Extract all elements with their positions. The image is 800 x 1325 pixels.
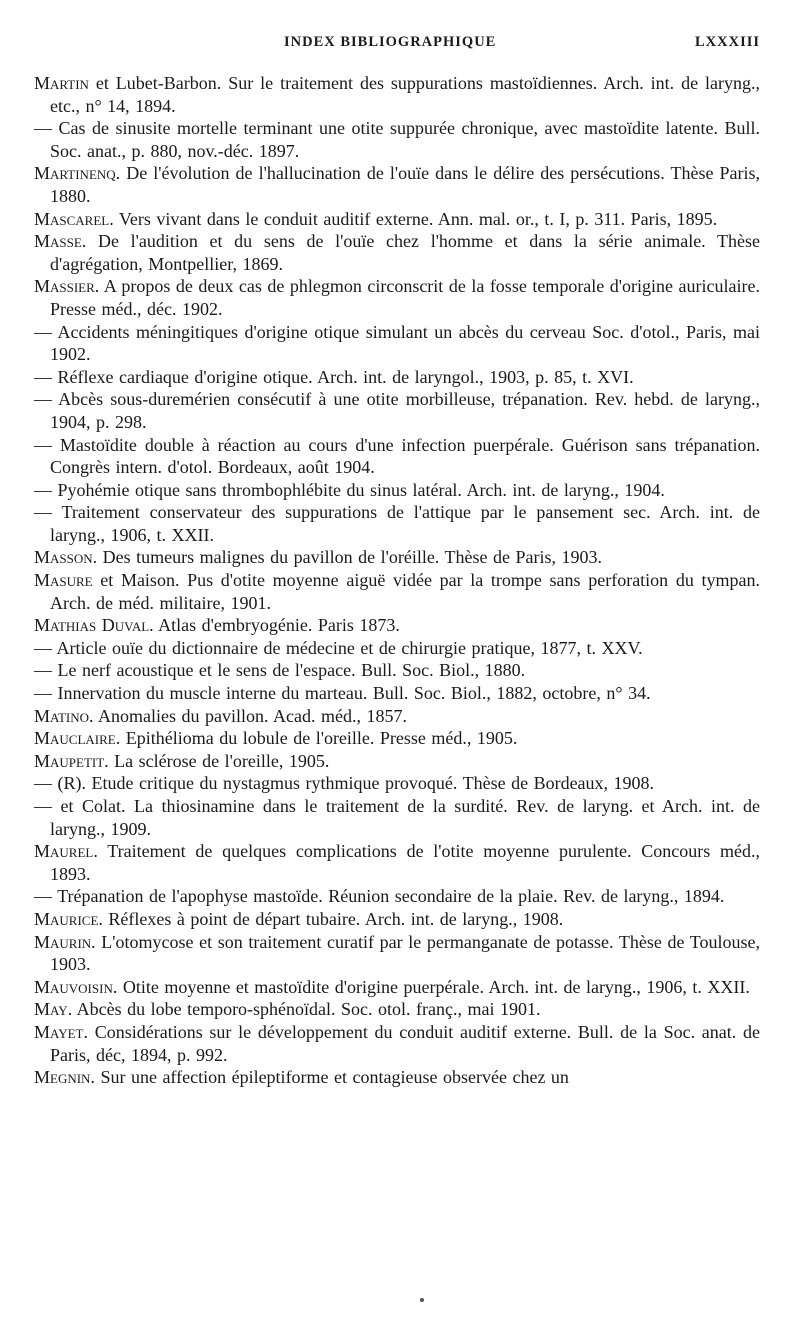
bibliography-entry [34, 885, 760, 908]
bibliography-entry [34, 682, 760, 705]
entry-text: . De l'audition et du sens de l'ouïe chez l'homme et dans la série animale. Thèse d'agrégation, Montpellier, 1869. [50, 231, 760, 274]
entry-text: . Traitement de quelques complications de l'otite moyenne purulente. Concours méd., 1893. [50, 841, 760, 884]
bibliography-entry [34, 208, 760, 231]
entry-dash: — [34, 118, 59, 139]
bibliography-entry [34, 727, 760, 750]
entry-text: . Vers vivant dans le conduit auditif externe. Ann. mal. or., t. I, p. 311. Paris, 1895. [109, 208, 718, 229]
bibliography-entry [34, 321, 760, 366]
entry-text: Innervation du muscle interne du marteau. Bull. Soc. Biol., 1882, octobre, n° 34. [57, 683, 651, 704]
entry-author: Masson [34, 547, 93, 568]
entry-text: . Réflexes à point de départ tubaire. Arch. int. de laryng., 1908. [98, 908, 564, 929]
entry-dash: — [34, 683, 58, 704]
entry-author: Maurice [34, 908, 99, 929]
entry-dash: — [34, 366, 58, 387]
bibliography-entry [34, 1066, 760, 1089]
running-head [284, 34, 760, 56]
bibliography-entry [34, 117, 760, 162]
running-title: INDEX BIBLIOGRAPHIQUE [284, 34, 497, 50]
entry-text: Abcès sous-duremérien consécutif à une otite morbilleuse, trépanation. Rev. hebd. de laryng., 1904, p. 298. [50, 389, 760, 432]
entry-author: Masse [34, 231, 82, 252]
bibliography-entry [34, 546, 760, 569]
entry-text: Traitement conservateur des suppurations de l'attique par le pansement sec. Arch. int. de laryng., 1906, t. XXII. [50, 502, 760, 545]
entry-author: Mauclaire [34, 728, 116, 749]
entry-text: Article ouïe du dictionnaire de médecine et de chirurgie pratique, 1877, t. XXV. [56, 637, 643, 658]
bibliography-entry [34, 931, 760, 976]
entry-text: . Otite moyenne et mastoïdite d'origine puerpérale. Arch. int. de laryng., 1906, t. XXII. [112, 976, 750, 997]
entry-text: . Anomalies du pavillon. Acad. méd., 1857. [89, 705, 407, 726]
entry-text: Pyohémie otique sans thrombophlébite du sinus latéral. Arch. int. de laryng., 1904. [57, 479, 665, 500]
entry-text: . Des tumeurs malignes du pavillon de l'oréille. Thèse de Paris, 1903. [92, 547, 602, 568]
entry-author: Masure [34, 570, 93, 591]
bibliography-entry [34, 388, 760, 433]
entry-author: Mayet [34, 1021, 84, 1042]
entry-text: . Atlas d'embryogénie. Paris 1873. [149, 615, 400, 636]
entry-author: Martin [34, 73, 89, 93]
entry-text: . De l'évolution de l'hallucination de l'ouïe dans le délire des persécutions. Thèse Paris, 1880. [50, 163, 760, 206]
entry-dash: — [34, 479, 58, 500]
entry-text: . Considérations sur le développement du conduit auditif externe. Bull. de la Soc. anat. de Paris, déc, 1894, p. 992. [50, 1021, 760, 1065]
entry-text: (R). Etude critique du nystagmus rythmique provoqué. Thèse de Bordeaux, 1908. [57, 773, 655, 794]
bibliography-entry [34, 569, 760, 614]
entry-dash: — [34, 321, 58, 342]
print-speck [420, 1298, 424, 1302]
entry-dash: — [34, 637, 57, 658]
entry-text: . Epithélioma du lobule de l'oreille. Presse méd., 1905. [115, 728, 518, 749]
entry-text: . Sur une affection épileptiforme et contagieuse observée chez un [90, 1067, 569, 1088]
entry-dash: — [34, 773, 58, 794]
bibliography-entry [34, 1021, 760, 1066]
bibliography-entry [34, 795, 760, 840]
entry-author: Mathias Duval [34, 615, 150, 636]
bibliography-entry [34, 614, 760, 637]
entry-text: Mastoïdite double à réaction au cours d'une infection puerpérale. Guérison sans trépanation. Congrès intern. d'otol. Bordeaux, août 1904. [50, 434, 760, 478]
entry-text: . Abcès du lobe temporo-sphénoïdal. Soc. otol. franç., mai 1901. [67, 999, 541, 1020]
bibliography-entry [34, 998, 760, 1021]
entry-author: Matino [34, 705, 89, 726]
entry-author: May [34, 999, 68, 1020]
entry-dash: — [34, 502, 62, 523]
bibliography-entry [34, 72, 760, 117]
entry-text: Le nerf acoustique et le sens de l'espace. Bull. Soc. Biol., 1880. [57, 660, 526, 681]
entry-text: . A propos de deux cas de phlegmon circonscrit de la fosse temporale d'origine auriculaire. Presse méd., déc. 1902. [50, 276, 760, 319]
entry-dash: — [34, 886, 58, 907]
entry-dash: — [34, 389, 59, 410]
entry-text: et Lubet-Barbon. Sur le traitement des suppurations mastoïdiennes. Arch. int. de laryng., etc., n° 14, 1894. [50, 73, 760, 116]
bibliography-entry [34, 840, 760, 885]
bibliography-entry [34, 162, 760, 207]
entry-text: Cas de sinusite mortelle terminant une otite suppurée chronique, avec mastoïdite latente. Bull. Soc. anat., p. 880, nov.-déc. 1897. [50, 118, 761, 161]
bibliography-entry [34, 976, 760, 999]
entry-author: Maurel [34, 841, 94, 862]
entry-text: Réflexe cardiaque d'origine otique. Arch. int. de laryngol., 1903, p. 85, t. XVI. [57, 366, 634, 387]
entry-author: Megnin [34, 1067, 91, 1088]
bibliography-entry [34, 230, 760, 275]
entry-text: et Maison. Pus d'otite moyenne aiguë vidée par la trompe sans perforation du tympan. Arch. de méd. militaire, 1901. [50, 570, 760, 613]
bibliography-entry [34, 366, 760, 389]
entry-dash: — [34, 796, 61, 816]
entry-text: . La sclérose de l'oreille, 1905. [104, 750, 330, 771]
bibliography-entry [34, 908, 760, 931]
entry-author: Massier [34, 276, 95, 297]
bibliography-entry [34, 772, 760, 795]
entry-text: . L'otomycose et son traitement curatif par le permanganate de potasse. Thèse de Toulouse, 1903. [50, 931, 760, 975]
entry-author: Maupetit [34, 750, 105, 771]
entry-author: Maurin [34, 931, 92, 952]
entry-dash: — [34, 660, 58, 681]
bibliography-entry [34, 659, 760, 682]
bibliography-entry [34, 479, 760, 502]
bibliography-list [34, 72, 760, 1089]
bibliography-entry [34, 501, 760, 546]
bibliography-entry [34, 637, 760, 660]
entry-author: Martinenq [34, 163, 116, 184]
entry-text: Accidents méningitiques d'origine otique simulant un abcès du cerveau Soc. d'otol., Paris, mai 1902. [50, 321, 761, 365]
page-number: LXXXIII [694, 34, 760, 50]
bibliography-entry [34, 434, 760, 479]
entry-author: Mauvoisin [34, 976, 113, 997]
bibliography-entry [34, 705, 760, 728]
entry-dash: — [34, 434, 60, 455]
entry-text: Trépanation de l'apophyse mastoïde. Réunion secondaire de la plaie. Rev. de laryng., 1894. [57, 886, 725, 907]
entry-author: Mascarel [34, 208, 110, 229]
bibliography-entry [34, 750, 760, 773]
bibliography-entry [34, 275, 760, 320]
entry-text: et Colat. La thiosinamine dans le traitement de la surdité. Rev. de laryng. et Arch. int. de laryng., 1909. [50, 796, 761, 839]
